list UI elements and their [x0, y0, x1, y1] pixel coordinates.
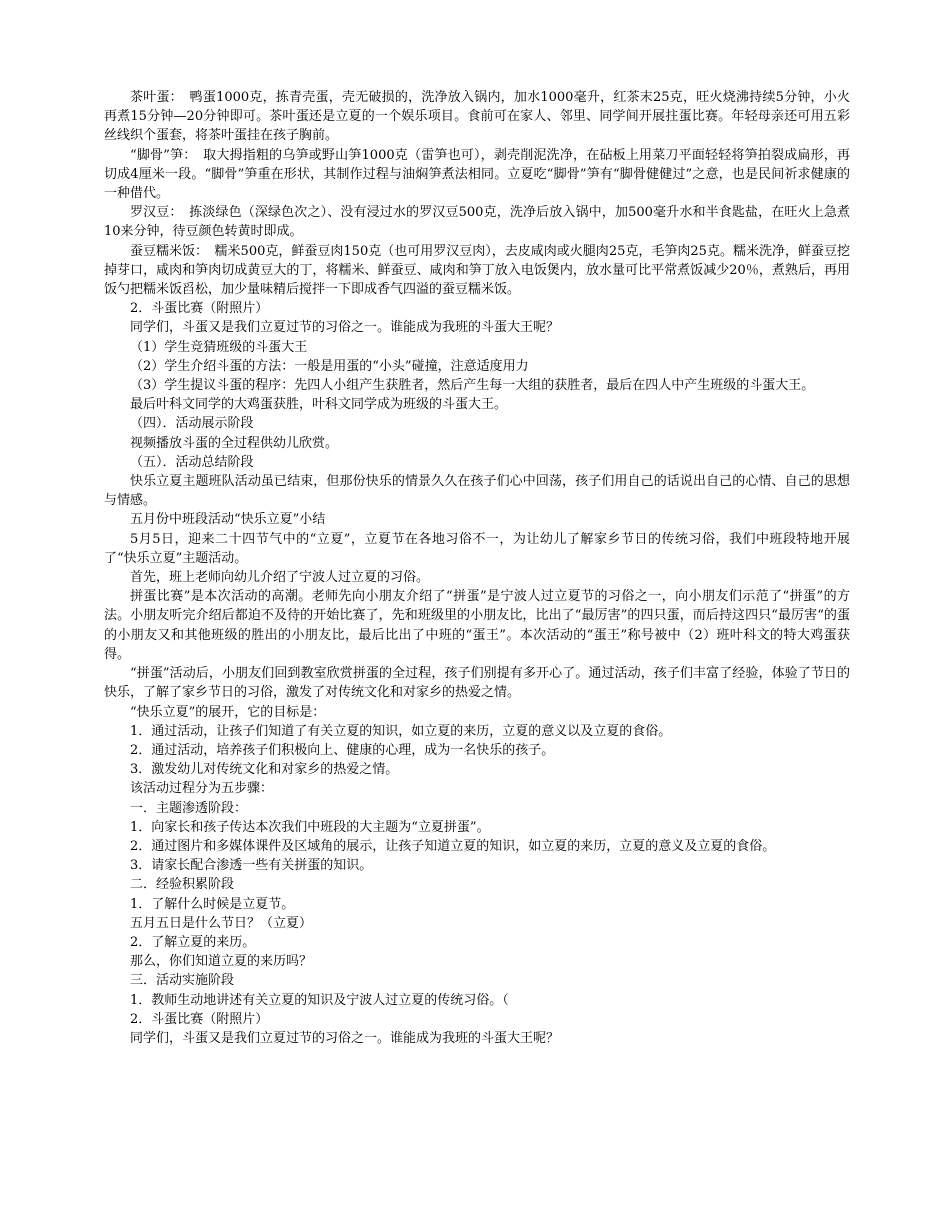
list-item: 2．了解立夏的来历。	[130, 934, 256, 950]
paragraph-bamboo-shoot: “脚骨”笋： 取大拇指粗的乌笋或野山笋1000克（雷笋也可），剥壳削泥洗净，在砧板上用菜刀平面轻轻将笋拍裂成扁形，再切成4厘米一段。“脚骨”笋重在形状，其制作过程与油焖笋煮法相同。立夏吃“脚骨”笋有“脚骨健健过”之意，也是民间祈求健康的一种借代。	[104, 147, 850, 202]
document-body	[104, 88, 850, 1048]
paragraph-egg-intro: 同学们，斗蛋又是我们立夏过节的习俗之一。谁能成为我班的斗蛋大王呢？	[130, 320, 560, 336]
list-item: （1）学生竞猜班级的斗蛋大王	[130, 339, 308, 355]
list-item: （2）学生介绍斗蛋的方法：一般是用蛋的“小头”碰撞，注意适度用力	[130, 358, 529, 374]
paragraph-after-contest: “拼蛋”活动后，小朋友们回到教室欣赏拼蛋的全过程，孩子们别提有多开心了。通过活动，孩子们丰富了经验，体验了节日的快乐，了解了家乡节日的习俗，激发了对传统文化和对家乡的热爱之情。	[104, 666, 850, 701]
paragraph-first: 首先，班上老师向幼儿介绍了宁波人过立夏的习俗。	[130, 570, 430, 586]
paragraph-bean-rice: 蚕豆糯米饭： 糯米500克，鲜蚕豆肉150克（也可用罗汉豆肉），去皮咸肉或火腿肉25克，毛笋肉25克。糯米洗净，鲜蚕豆挖掉芽口，咸肉和笋肉切成黄豆大的丁，将糯米、鲜蚕豆、咸肉和笋丁放入电饭煲内，放水量可比平常煮饭减少20％，煮熟后，再用饭勺把糯米饭舀松，加少量味精后搅拌一下即成香气四溢的蚕豆糯米饭。	[104, 243, 850, 298]
paragraph-goals-intro: “快乐立夏”的展开，它的目标是：	[130, 704, 326, 720]
list-item: 2．通过图片和多媒体课件及区域角的展示，让孩子知道立夏的知识，如立夏的来历，立夏的意义及立夏的食俗。	[130, 838, 776, 854]
list-item: （3）学生提议斗蛋的程序：先四人小组产生获胜者，然后产生每一大组的获胜者，最后在四人中产生班级的斗蛋大王。	[130, 378, 815, 394]
paragraph-egg-intro-repeat: 同学们，斗蛋又是我们立夏过节的习俗之一。谁能成为我班的斗蛋大王呢？	[130, 1030, 560, 1046]
paragraph-broad-bean: 罗汉豆： 拣淡绿色（深绿色次之）、没有浸过水的罗汉豆500克，洗净后放入锅中，加500毫升水和半食匙盐，在旺火上急煮10来分钟，待豆颜色转黄时即成。	[104, 205, 850, 240]
list-item: 2．通过活动，培养孩子们积极向上、健康的心理，成为一名快乐的孩子。	[130, 742, 555, 758]
paragraph-may-5: 5月5日，迎来二十四节气中的“立夏”，立夏节在各地习俗不一，为让幼儿了解家乡节日的传统习俗，我们中班段特地开展了“快乐立夏”主题活动。	[104, 531, 850, 566]
heading-stage-4: （四）．活动展示阶段	[130, 416, 254, 432]
list-item: 3．激发幼儿对传统文化和对家乡的热爱之情。	[130, 762, 399, 778]
heading-stage-3: 三．活动实施阶段	[130, 973, 235, 989]
heading-stage-1: 一．主题渗透阶段：	[130, 800, 248, 816]
paragraph-video: 视频播放斗蛋的全过程供幼儿欣赏。	[130, 435, 339, 451]
heading-stage-5: （五）．活动总结阶段	[130, 454, 254, 470]
paragraph-contest-climax: 拼蛋比赛”是本次活动的高潮。老师先向小朋友介绍了“拼蛋”是宁波人过立夏节的习俗之一，向小朋友们示范了“拼蛋”的方法。小朋友听完介绍后都迫不及待的开始比赛了，先和班级里的小朋友比，比出了“最厉害”的四只蛋，而后持这四只“最厉害“的蛋的小朋友又和其他班级的胜出的小朋友比，最后比出了中班的“蛋王”。本次活动的“蛋王”称号被中（2）班叶科文的特大鸡蛋获得。	[104, 589, 850, 662]
heading-may-summary: 五月份中班段活动“快乐立夏”小结	[130, 512, 326, 528]
paragraph-five-steps: 该活动过程分为五步骤：	[130, 781, 274, 797]
paragraph-summary: 快乐立夏主题班队活动虽已结束，但那份快乐的情景久久在孩子们心中回荡，孩子们用自己的话说出自己的心情、自己的思想与情感。	[104, 474, 850, 509]
list-item: 1．通过活动，让孩子们知道了有关立夏的知识，如立夏的来历，立夏的意义以及立夏的食俗。	[130, 723, 672, 739]
list-item: 1．教师生动地讲述有关立夏的知识及宁波人过立夏的传统习俗。（	[130, 992, 509, 1008]
paragraph-question: 那么，你们知道立夏的来历吗？	[130, 954, 313, 970]
list-item: 3．请家长配合渗透一些有关拼蛋的知识。	[130, 858, 373, 874]
heading-egg-contest-repeat: 2．斗蛋比赛（附照片）	[130, 1011, 269, 1027]
heading-egg-contest: 2．斗蛋比赛（附照片）	[130, 301, 269, 317]
heading-stage-2: 二．经验积累阶段	[130, 877, 235, 893]
list-item: 1．向家长和孩子传达本次我们中班段的大主题为“立夏拼蛋”。	[130, 819, 490, 835]
paragraph-question: 五月五日是什么节日？（立夏）	[130, 915, 313, 931]
paragraph-tea-egg: 茶叶蛋： 鸭蛋1000克，拣青壳蛋，壳无破损的，洗净放入锅内，加水1000毫升，红茶末25克，旺火烧沸持续5分钟，小火再煮15分钟—20分钟即可。茶叶蛋还是立夏的一个娱乐项目。食前可在家人、邻里、同学间开展拄蛋比赛。年轻母亲还可用五彩丝线织个蛋套，将茶叶蛋挂在孩子胸前。	[104, 90, 850, 144]
paragraph-winner: 最后叶科文同学的大鸡蛋获胜，叶科文同学成为班级的斗蛋大王。	[130, 397, 508, 413]
list-item: 1．了解什么时候是立夏节。	[130, 896, 295, 912]
